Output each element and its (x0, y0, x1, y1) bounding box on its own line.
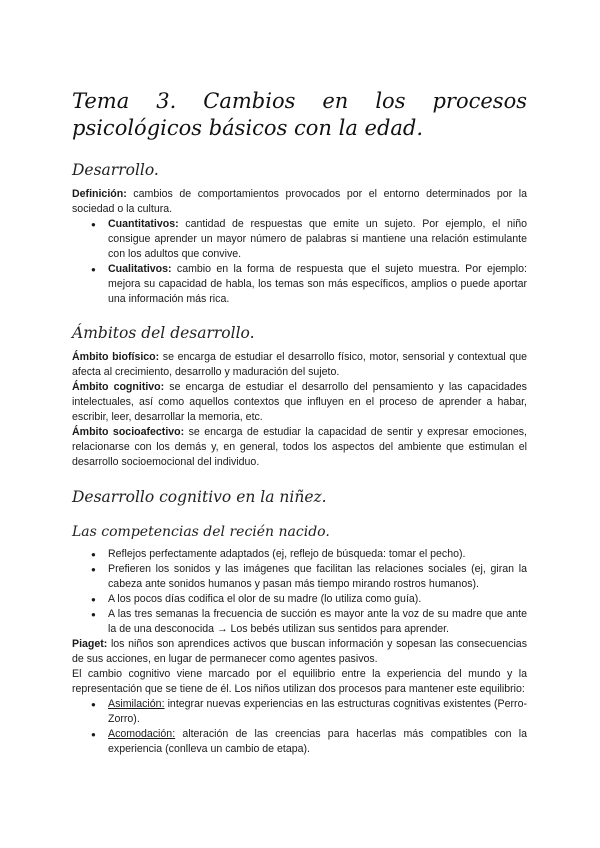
document-page (72, 88, 527, 757)
list-item: ● Prefieren los sonidos y las imágenes que facilitan las relaciones sociales (ej, giran la cabeza ante sonidos humanos y pasan más tiempo mirando rostros humanos). (108, 562, 527, 592)
newborn-competencies-list (72, 547, 527, 637)
list-item: ● Reflejos perfectamente adaptados (ej, reflejo de búsqueda: tomar el pecho). (108, 547, 527, 562)
ambito-label: Ámbito socioafectivo: (72, 426, 185, 438)
list-item (108, 697, 527, 727)
ambito-text: se encarga de estudiar el desarrollo del pensamiento y las capacidades intelectuales, así como aquellos contextos que influyen en el proceso de aprender a habar, escribir, leer, desarrollar la memoria, etc. (72, 381, 527, 423)
process-label: Asimilación: (108, 698, 165, 710)
ambito-text: se encarga de estudiar el desarrollo físico, motor, sensorial y contextual que afecta al crecimiento, desarrollo y maduración del sujeto. (72, 351, 528, 378)
list-item: ● A los pocos días codifica el olor de su madre (lo utiliza como guía). (108, 592, 527, 607)
ambito-text: se encarga de estudiar la capacidad de sentir y expresar emociones, relacionarse con los demás y, en general, todos los aspectos del ambiente que estimulan el desarrollo socioemocional del individuo. (72, 426, 527, 468)
list-item-text: cambio en la forma de respuesta que el sujeto muestra. Por ejemplo: mejora su capacidad de habla, los temas son más específicos, amplios o puede aportar una información más rica. (108, 263, 527, 305)
process-text: integrar nuevas experiencias en las estructuras cognitivas existentes (Perro-Zorro). (108, 698, 527, 725)
ambito-label: Ámbito cognitivo: (72, 381, 165, 393)
cognitive-change-paragraph: El cambio cognitivo viene marcado por el equilibrio entre la experiencia del mundo y la representación que se tiene de él. Los niños utilizan dos procesos para mantener este equilibrio: (72, 668, 527, 695)
subsection-heading-recien-nacido: Las competencias del recién nacido. (72, 524, 330, 540)
section-heading-desarrollo-cognitivo: Desarrollo cognitivo en la niñez. (72, 488, 327, 506)
definition-label: Definición: (72, 188, 127, 200)
list-item: ● A las tres semanas la frecuencia de succión es mayor ante la voz de su madre que ante la de una desconocida → Los bebés utilizan sus sentidos para aprender. (108, 607, 527, 637)
list-item-label: Cualitativos: (108, 263, 172, 275)
piaget-text: los niños son aprendices activos que buscan información y sopesan las consecuencias de sus acciones, en lugar de permanecer como agentes pasivos. (72, 638, 527, 665)
process-text: alteración de las creencias para hacerlas más compatibles con la experiencia (conlleva un cambio de etapa). (108, 728, 527, 755)
ambito-paragraph (72, 350, 527, 380)
list-item-label: Cuantitativos: (108, 218, 179, 230)
list-item (108, 217, 527, 262)
definition-text: cambios de comportamientos provocados por el entorno determinados por la sociedad o la cultura. (72, 188, 527, 215)
process-label: Acomodación: (108, 728, 176, 740)
piaget-paragraph (72, 637, 527, 667)
section-heading-desarrollo: Desarrollo. (72, 161, 159, 179)
processes-list (72, 697, 527, 757)
list-item (108, 727, 527, 757)
ambito-paragraph (72, 425, 527, 470)
list-item-text: cantidad de respuestas que emite un sujeto. Por ejemplo, el niño consigue aprender un mayor número de palabras si mantiene una relación estimulante con los adultos que convive. (108, 218, 527, 260)
section-heading-ambitos: Ámbitos del desarrollo. (72, 324, 255, 342)
definition-paragraph (72, 187, 527, 217)
piaget-label: Piaget: (72, 638, 108, 650)
list-item (108, 262, 527, 307)
development-types-list (72, 217, 527, 307)
ambito-label: Ámbito biofísico: (72, 351, 160, 363)
ambito-paragraph (72, 380, 527, 425)
page-title: Tema 3. Cambios en los procesos psicológicos básicos con la edad. (72, 89, 527, 140)
